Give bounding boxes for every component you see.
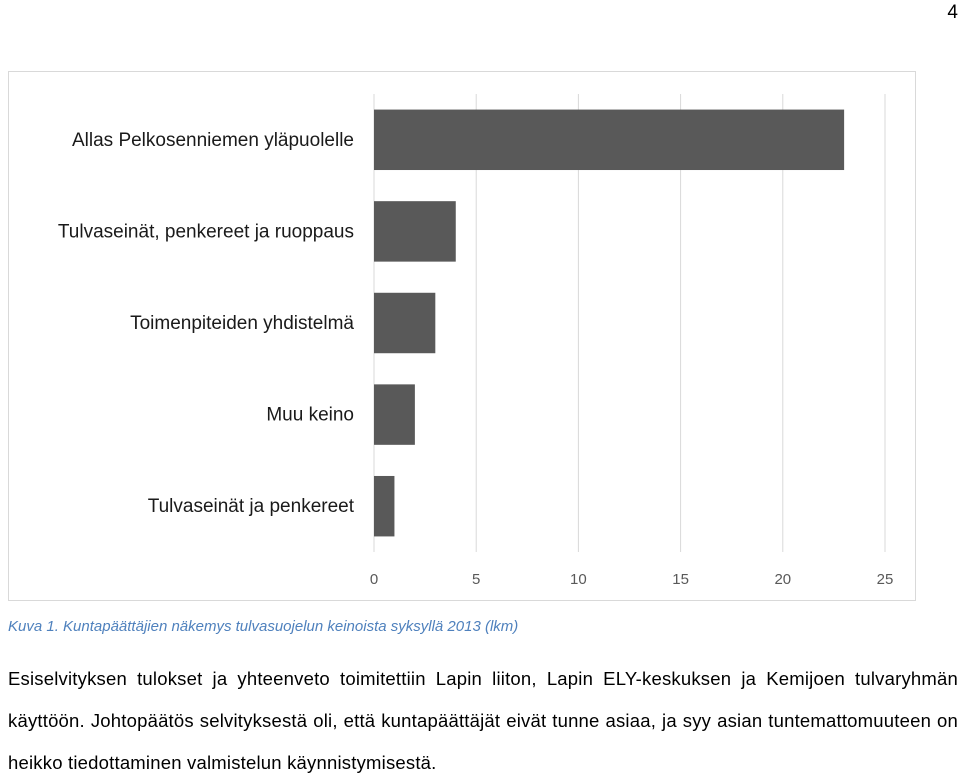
bar (374, 110, 844, 170)
category-label: Muu keino (266, 404, 354, 426)
bar (374, 476, 394, 536)
bar-chart (9, 72, 917, 602)
category-label: Tulvaseinät, penkereet ja ruoppaus (57, 221, 354, 243)
category-label: Tulvaseinät ja penkereet (147, 496, 354, 518)
page-number: 4 (947, 2, 958, 23)
x-tick-label: 15 (672, 571, 689, 588)
figure-caption: Kuva 1. Kuntapäättäjien näkemys tulvasuojelun keinoista syksyllä 2013 (lkm) (8, 618, 519, 635)
x-tick-label: 5 (472, 571, 481, 588)
x-tick-label: 20 (774, 571, 792, 588)
x-tick-label: 25 (876, 571, 894, 588)
x-tick-label: 0 (369, 571, 379, 588)
bar (374, 293, 435, 353)
category-label: Allas Pelkosenniemen yläpuolelle (71, 129, 354, 151)
body-paragraph: Esiselvityksen tulokset ja yhteenveto toimitettiin Lapin liiton, Lapin ELY-keskuksen ja Kemijoen tulvaryhmän käyttöön. Johtopäätös selvityksestä oli, että kuntapäättäjät eivät tunne asiaa, ja syy asian tuntemattomuuteen on heikko tiedottaminen valmistelun käynnistymisestä. (8, 668, 958, 773)
bar (374, 384, 415, 444)
chart-frame (8, 71, 916, 601)
category-label: Toimenpiteiden yhdistelmä (130, 313, 354, 334)
x-tick-label: 10 (570, 571, 587, 588)
bar (374, 201, 456, 261)
